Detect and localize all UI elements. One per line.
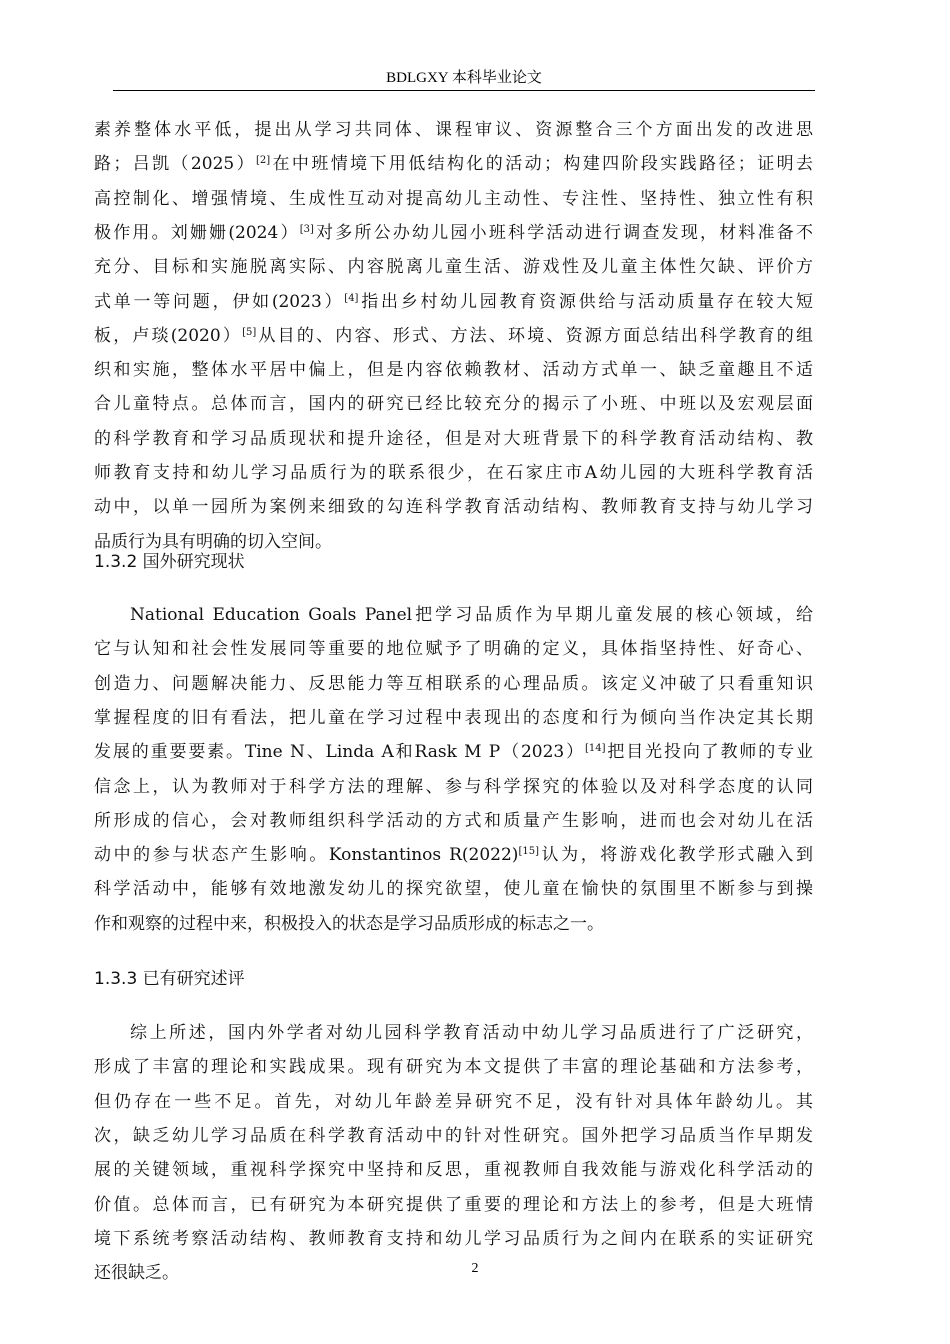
running-header: BDLGXY 本科毕业论文 xyxy=(386,70,542,86)
text-line: 但仍存在一些不足。首先，对幼儿年龄差异研究不足，没有针对具体年龄幼儿。其 xyxy=(94,1091,813,1112)
text-line: 展的关键领域，重视科学探究中坚持和反思，重视教师自我效能与游戏化科学活动的 xyxy=(94,1160,813,1181)
text-line: 动中，以单一园所为案例来细致的勾连科学教育活动结构、教师教育支持与幼儿学习 xyxy=(94,497,813,518)
page-number: 2 xyxy=(471,1261,479,1276)
citation-marker: [14] xyxy=(584,743,606,755)
citation-marker: [5] xyxy=(242,326,257,338)
text-line: 动中的参与状态产生影响。Konstantinos R(2022)[15]认为，将游戏化教学形式融入到 xyxy=(94,845,813,866)
text-line: 的科学教育和学习品质现状和提升途径，但是对大班背景下的科学教育活动结构、教 xyxy=(94,428,813,449)
citation-marker: [4] xyxy=(344,292,359,304)
text-line: 综上所述，国内外学者对幼儿园科学教育活动中幼儿学习品质进行了广泛研究， xyxy=(130,1023,813,1043)
text-line: 高控制化、增强情境、生成性互动对提高幼儿主动性、专注性、坚持性、独立性有积 xyxy=(94,188,813,209)
text-line: 掌握程度的旧有看法，把儿童在学习过程中表现出的态度和行为倾向当作决定其长期 xyxy=(94,707,813,728)
text-line: 路；吕凯（2025）[2]在中班情境下用低结构化的活动；构建四阶段实践路径；证明去 xyxy=(94,154,814,175)
text-line: 作和观察的过程中来，积极投入的状态是学习品质形成的标志之一。 xyxy=(94,913,604,934)
text-line: 织和实施，整体水平居中偏上，但是内容依赖教材、活动方式单一、缺乏童趣且不适 xyxy=(94,360,813,381)
text-line: 极作用。刘姗姗(2024）[3]对多所公办幼儿园小班科学活动进行调查发现，材料准备不 xyxy=(94,222,814,243)
text-line: 境下系统考察活动结构、教师教育支持和幼儿学习品质行为之间内在联系的实证研究 xyxy=(94,1228,813,1249)
text-line: 它与认知和社会性发展同等重要的地位赋予了明确的定义，具体指坚持性、好奇心、 xyxy=(94,639,813,660)
text-line: 素养整体水平低，提出从学习共同体、课程审议、资源整合三个方面出发的改进思 xyxy=(94,120,813,140)
text-line: 价值。总体而言，已有研究为本研究提供了重要的理论和方法上的参考，但是大班情 xyxy=(94,1194,813,1215)
text-line: 科学活动中，能够有效地激发幼儿的探究欲望，使儿童在愉快的氛围里不断参与到操 xyxy=(94,879,813,900)
text-line: 师教育支持和幼儿学习品质行为的联系很少，在石家庄市A幼儿园的大班科学教育活 xyxy=(94,463,813,483)
text-line: 所形成的信心，会对教师组织科学活动的方式和质量产生影响，进而也会对幼儿在活 xyxy=(94,810,813,831)
text-line: National Education Goals Panel把学习品质作为早期儿童发展的核心领域，给 xyxy=(130,605,813,625)
text-line: 创造力、问题解决能力、反思能力等互相联系的心理品质。该定义冲破了只看重知识 xyxy=(94,673,813,694)
text-line: 还很缺乏。 xyxy=(94,1263,179,1284)
text-line: 式单一等问题，伊如(2023）[4]指出乡村幼儿园教育资源供给与活动质量存在较大短 xyxy=(94,291,814,312)
header-rule xyxy=(113,90,815,91)
citation-marker: [3] xyxy=(299,223,314,235)
text-line: 充分、目标和实施脱离实际、内容脱离儿童生活、游戏性及儿童主体性欠缺、评价方 xyxy=(94,257,813,278)
text-line: 发展的重要要素。Tine N、Linda A和Rask M P（2023）[14]把目光投向了教师的专业 xyxy=(94,742,813,763)
citation-marker: [2] xyxy=(255,155,271,167)
text-line: 品质行为具有明确的切入空间。 xyxy=(94,531,332,552)
citation-marker: [15] xyxy=(518,846,539,858)
text-line: 板，卢琰(2020）[5]从目的、内容、形式、方法、环境、资源方面总结出科学教育的组 xyxy=(94,325,813,346)
text-line: 次，缺乏幼儿学习品质在科学教育活动中的针对性研究。国外把学习品质当作早期发 xyxy=(94,1125,813,1146)
section-heading: 1.3.2 国外研究现状 xyxy=(94,552,245,572)
text-line: 合儿童特点。总体而言，国内的研究已经比较充分的揭示了小班、中班以及宏观层面 xyxy=(94,394,813,415)
section-heading: 1.3.3 已有研究述评 xyxy=(94,969,245,989)
text-line: 信念上，认为教师对于科学方法的理解、参与科学探究的体验以及对科学态度的认同 xyxy=(94,776,813,797)
text-line: 形成了丰富的理论和实践成果。现有研究为本文提供了丰富的理论基础和方法参考， xyxy=(94,1057,813,1078)
